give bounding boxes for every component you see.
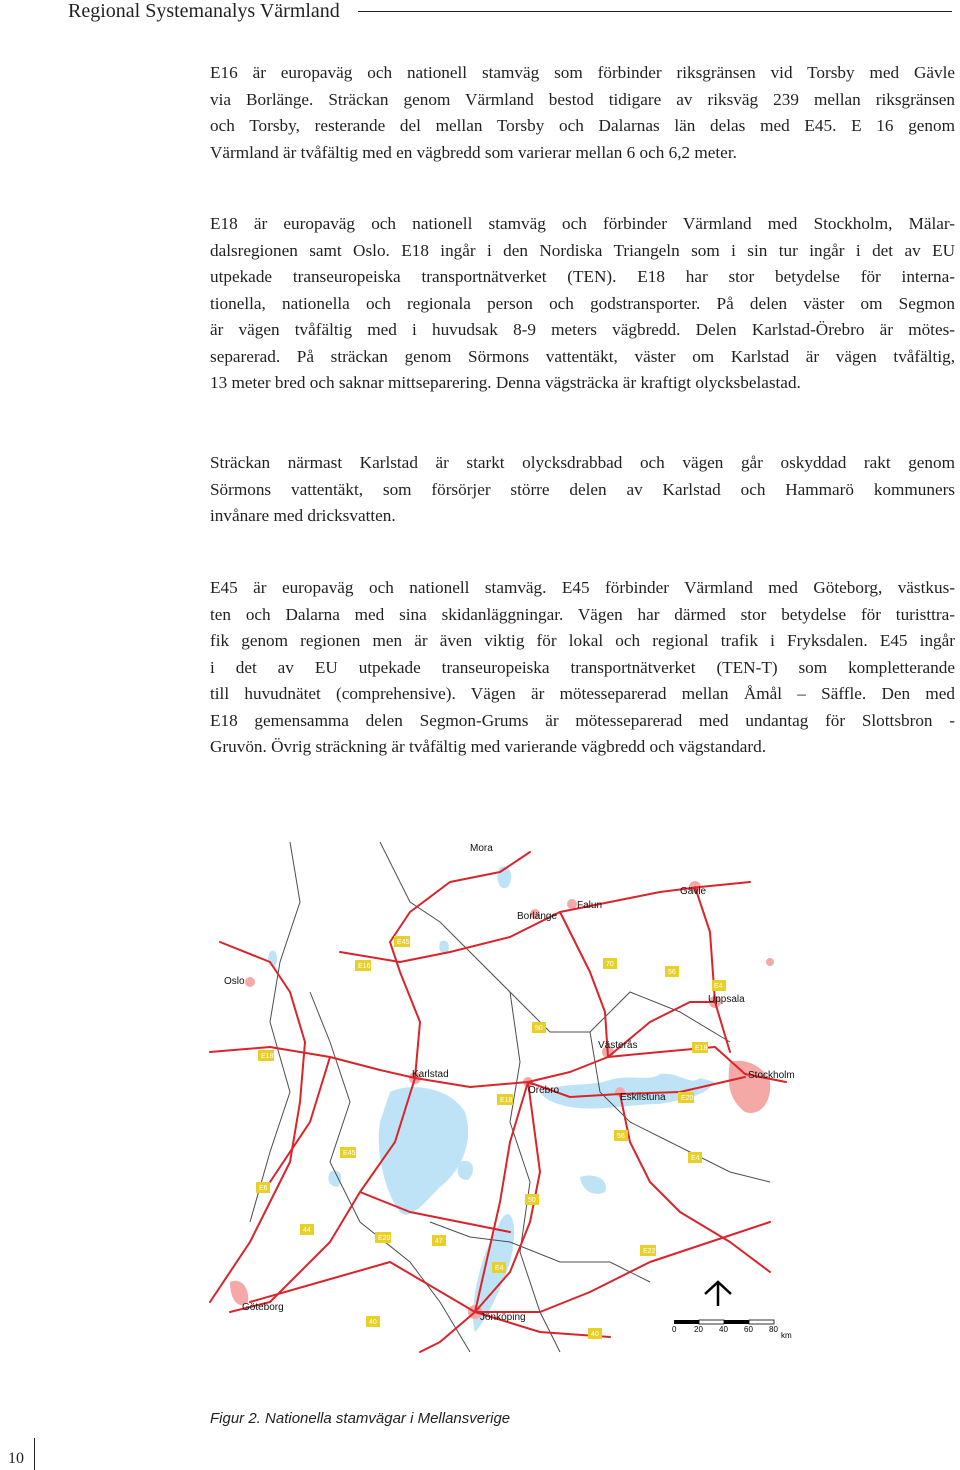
road-shield: [366, 1316, 380, 1327]
header-rule: [358, 11, 952, 12]
road-shield: [256, 1182, 270, 1193]
svg-text:40: 40: [369, 1319, 377, 1326]
road-shield: [588, 1328, 602, 1339]
text-line: fik genom regionen men är även viktig för lokal och regional trafik i Fryksdalen. E45 ingår: [210, 631, 955, 650]
text-line: i det av EU utpekade transeuropeiska transportnätverket (TEN-T) som kompletterande: [210, 657, 955, 677]
road-shield: [497, 1094, 513, 1105]
svg-text:E18: E18: [261, 1053, 274, 1060]
svg-text:E20: E20: [681, 1095, 694, 1102]
road-shield: [525, 1194, 539, 1205]
text-line: tionella, nationella och regionala person och godstransporter. På delen väster om Segmon: [210, 293, 955, 313]
text-line: Gruvön. Övrig sträckning är tvåfältig med varierande vägbredd och vägstandard.: [210, 737, 767, 756]
svg-text:E4: E4: [691, 1155, 700, 1162]
svg-text:40: 40: [591, 1331, 599, 1338]
svg-text:E18: E18: [695, 1045, 708, 1052]
svg-text:70: 70: [606, 961, 614, 968]
text-line: Sörmons vattentäkt, som försörjer större delen av Karlstad och Hammarö kommuners: [210, 479, 955, 499]
road-shield: [688, 1152, 702, 1163]
road-shield: [712, 980, 726, 991]
text-line: invånare med dricksvatten.: [210, 506, 396, 525]
text-line: och Torsby, resterande del mellan Torsby och Dalarnas län delas med E45. E 16 genom: [210, 116, 955, 135]
text-line: 13 meter bred och saknar mittseparering. Denna vägsträcka är kraftigt olycksbelastad.: [210, 373, 801, 392]
road-shield: [692, 1042, 708, 1053]
text-line: E16 är europaväg och nationell stamväg som förbinder riksgränsen vid Torsby med Gävle: [210, 63, 955, 82]
road-shield: [375, 1232, 391, 1243]
city-label: Stockholm: [748, 1070, 795, 1081]
road-shield: [603, 958, 617, 969]
city-label: Borlänge: [517, 911, 558, 922]
city-label: Eskilstuna: [620, 1092, 666, 1103]
running-header-title: Regional Systemanalys Värmland: [68, 0, 340, 22]
text-line: dalsregionen samt Oslo. E18 ingår i den Nordiska Triangeln som i sin tur ingår i det av EU: [210, 240, 955, 260]
svg-text:50: 50: [528, 1197, 536, 1204]
city-label: Gävle: [680, 886, 707, 897]
svg-text:44: 44: [303, 1227, 311, 1234]
text-line: är vägen tvåfältig med i huvudsak 8-9 meters vägbredd. Delen Karlstad-Örebro är mötes-: [210, 320, 955, 339]
road-shield: [394, 936, 410, 947]
road-shield: [614, 1130, 628, 1141]
scale-label: 0: [672, 1325, 677, 1334]
scale-label: 80: [769, 1325, 778, 1334]
text-line: via Borlänge. Sträckan genom Värmland bestod tidigare av riksväg 239 mellan riksgränsen: [210, 89, 955, 109]
scale-unit: km: [781, 1331, 792, 1340]
city-label: Västerås: [598, 1040, 638, 1051]
road-shield: [258, 1050, 274, 1061]
road-shield: [300, 1224, 314, 1235]
text-line: till huvudnätet (comprehensive). Vägen är mötesseparerad mellan Åmål – Säffle. Den med: [210, 684, 955, 703]
city-label: Göteborg: [242, 1302, 284, 1313]
text-line: Värmland är tvåfältig med en vägbredd som varierar mellan 6 och 6,2 meter.: [210, 142, 737, 162]
svg-text:47: 47: [435, 1238, 443, 1245]
paragraph-e45: [210, 575, 955, 761]
figure-caption: Figur 2. Nationella stamvägar i Mellansverige: [210, 1410, 511, 1427]
paragraph-e16: [210, 60, 955, 166]
svg-text:E6: E6: [259, 1185, 268, 1192]
city-label: Karlstad: [412, 1069, 449, 1080]
svg-text:E4: E4: [495, 1265, 504, 1272]
road-shield: [678, 1092, 694, 1103]
svg-text:50: 50: [535, 1025, 543, 1032]
svg-text:56: 56: [668, 969, 676, 976]
paragraph-e18: [210, 211, 955, 397]
city-label: Mora: [470, 843, 493, 854]
svg-text:E20: E20: [378, 1235, 391, 1242]
page-number-rule: [34, 1438, 35, 1470]
paragraph-sormon: [210, 450, 955, 530]
svg-text:E45: E45: [343, 1150, 356, 1157]
text-line: E18 är europaväg och nationell stamväg och förbinder Värmland med Stockholm, Mälar-: [210, 214, 955, 233]
svg-text:56: 56: [617, 1133, 625, 1140]
page-number: 10: [8, 1450, 24, 1467]
text-line: separerad. På sträckan genom Sörmons vattentäkt, väster om Karlstad är vägen tvåfältig,: [210, 346, 955, 366]
road-shield: [340, 1147, 356, 1158]
road-network-map: [210, 842, 795, 1352]
road-shield: [355, 960, 371, 971]
city-label: Falun: [577, 900, 603, 911]
text-line: E45 är europaväg och nationell stamväg. E45 förbinder Värmland med Göteborg, västkus-: [210, 578, 955, 597]
text-line: E18 gemensamma delen Segmon-Grums är mötesseparerad med undantag för Slottsbron -: [210, 710, 955, 730]
road-shield: [492, 1262, 506, 1273]
scale-label: 40: [719, 1325, 728, 1334]
text-line: utpekade transeuropeiska transportnätverket (TEN). E18 har stor betydelse för interna-: [210, 267, 955, 286]
road-shield: [432, 1235, 446, 1246]
road-shield: [532, 1022, 546, 1033]
svg-text:E22: E22: [643, 1248, 656, 1255]
city-label: Oslo: [224, 976, 245, 987]
road-shield: [640, 1245, 656, 1256]
city-label: Örebro: [528, 1085, 560, 1096]
svg-text:E18: E18: [500, 1097, 513, 1104]
text-line: Sträckan närmast Karlstad är starkt olycksdrabbad och vägen går oskyddad rakt genom: [210, 453, 955, 472]
svg-text:E16: E16: [358, 963, 371, 970]
text-line: ten och Dalarna med sina skidanläggningar. Vägen har därmed stor betydelse för turisttra-: [210, 604, 955, 624]
city-label: Uppsala: [708, 994, 745, 1005]
scale-label: 60: [744, 1325, 753, 1334]
city-label: Jönköping: [480, 1312, 526, 1323]
road-shield: [665, 966, 679, 977]
svg-text:E4: E4: [714, 983, 723, 990]
svg-text:E45: E45: [397, 939, 410, 946]
scale-label: 20: [694, 1325, 703, 1334]
